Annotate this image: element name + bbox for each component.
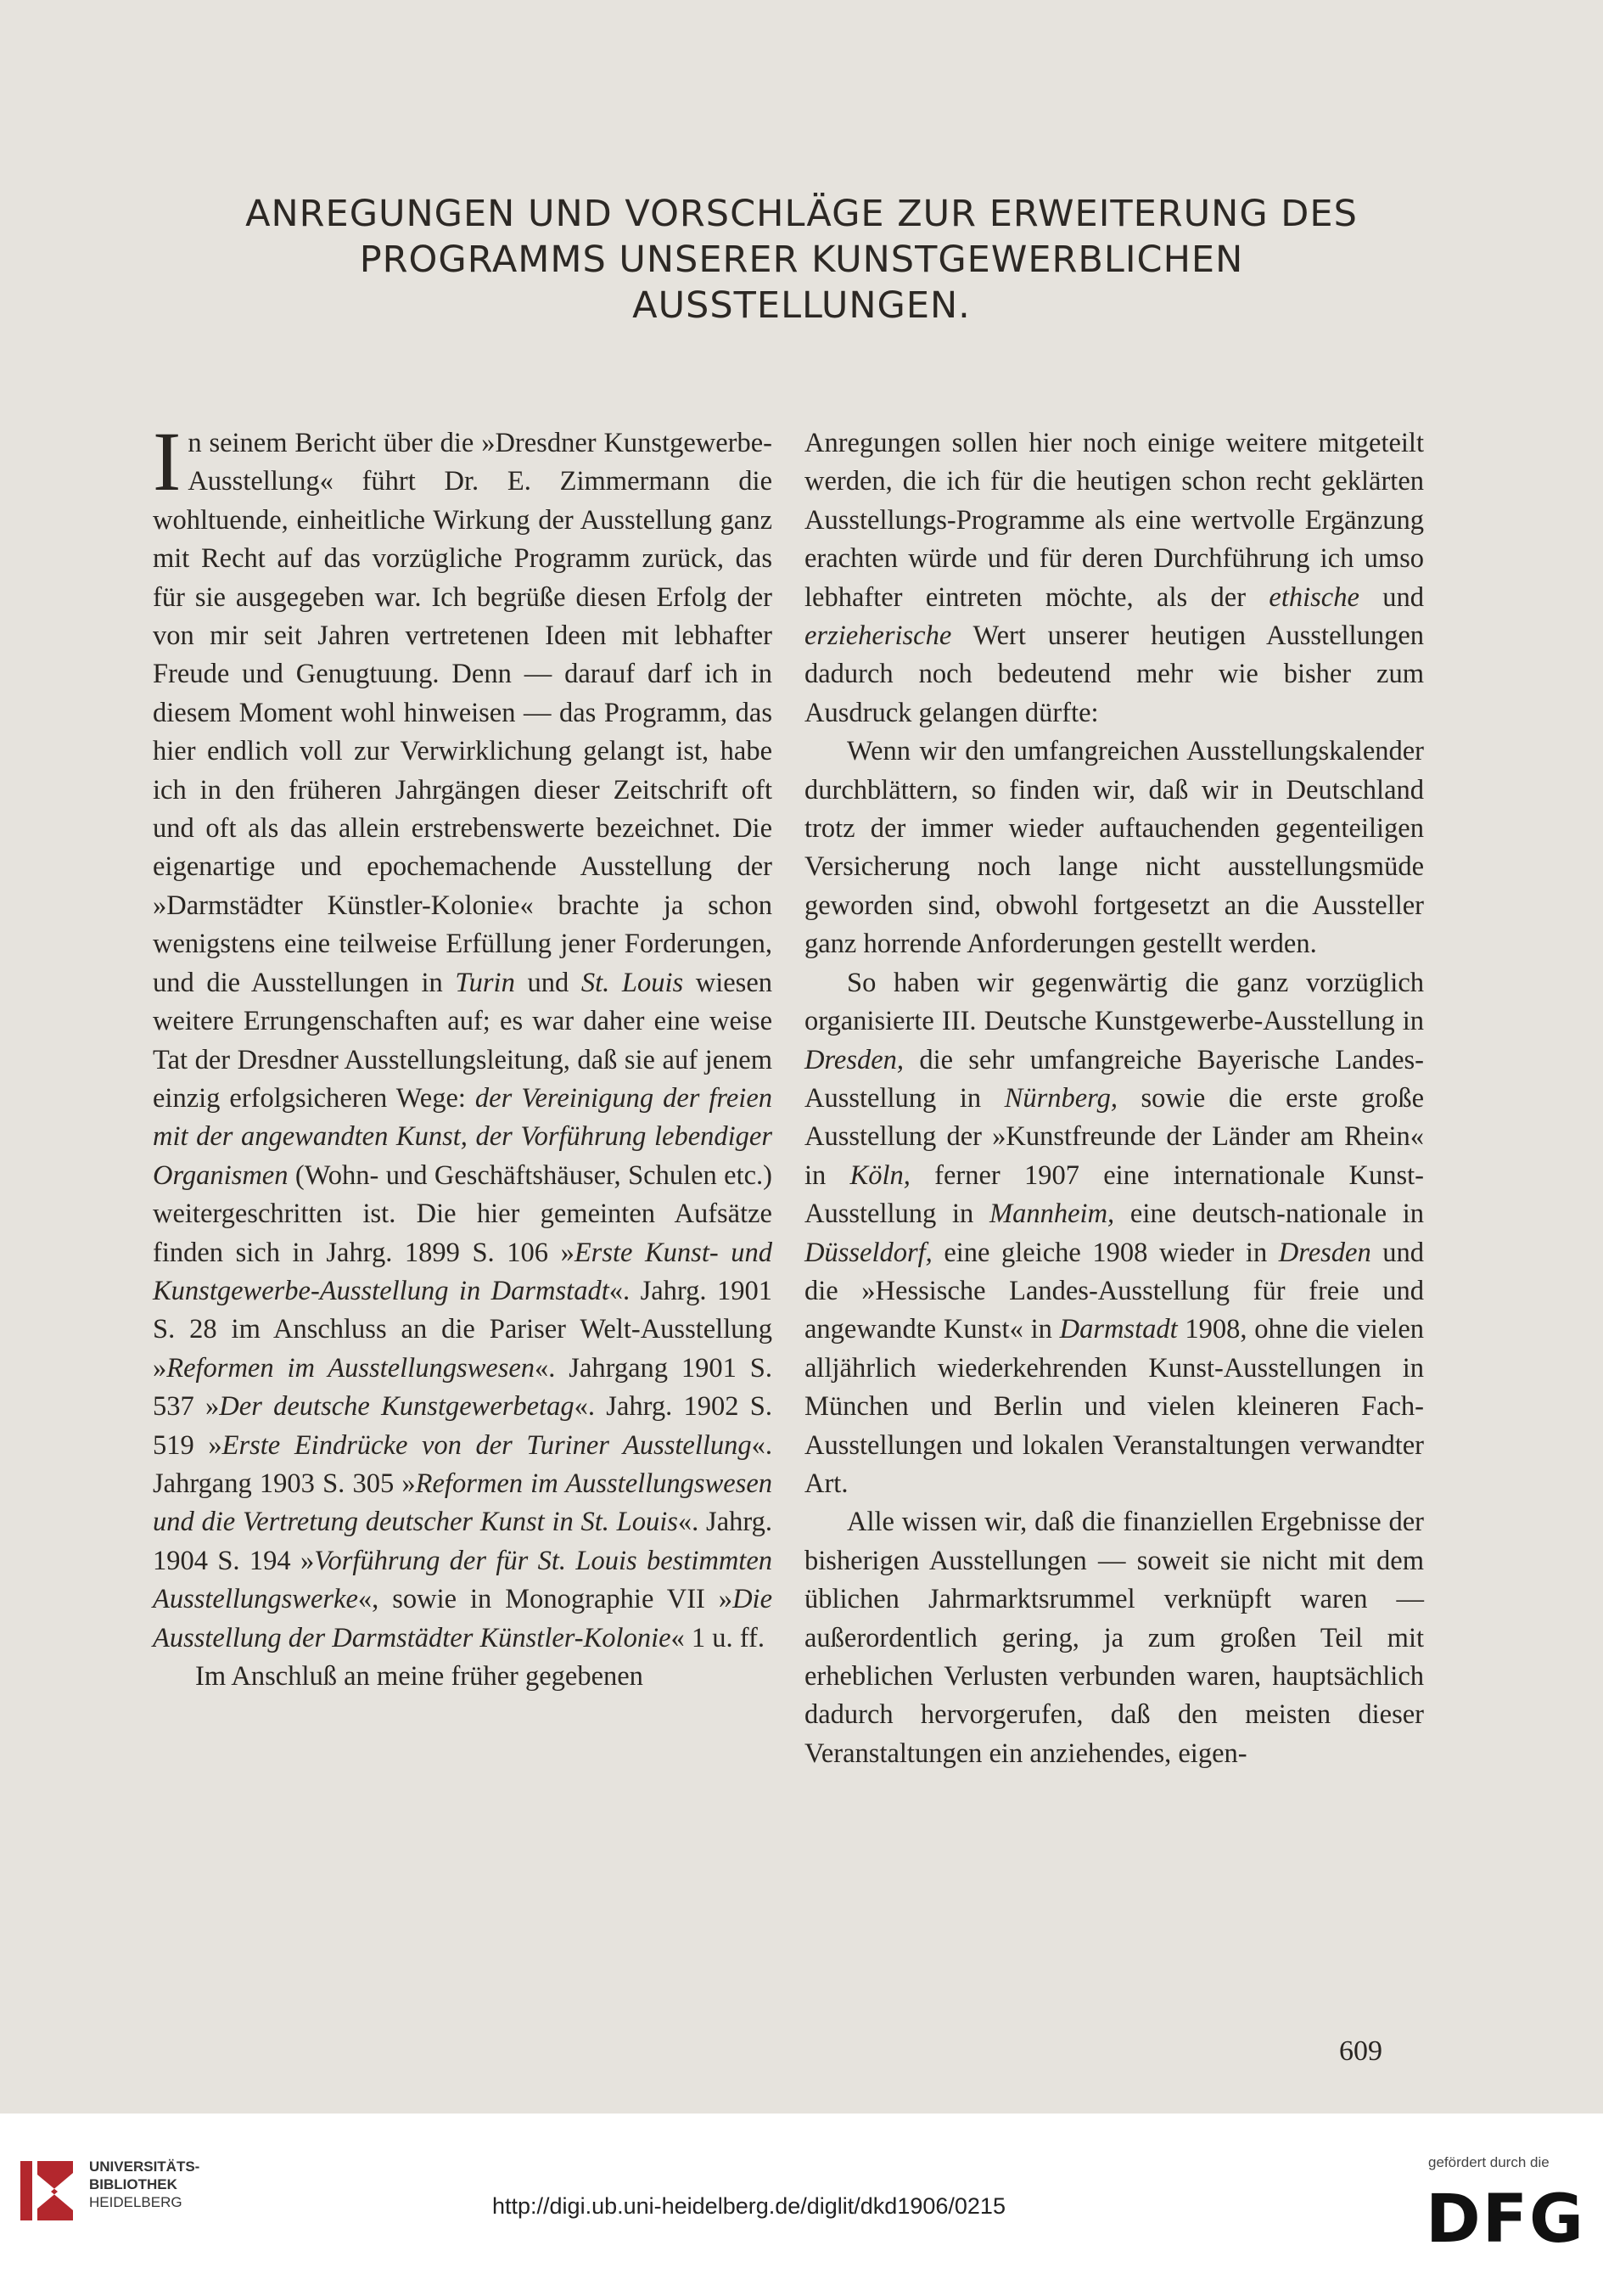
right-column [804,424,1424,1773]
title-line-1: ANREGUNGEN UND VORSCHLÄGE ZUR ERWEITERUNG DES [245,193,1358,235]
left-column [153,414,773,1696]
left-paragraph-2: Im Anschluß an meine früher gegebenen [195,1661,643,1692]
right-paragraph-2: Wenn wir den umfangreichen Ausstellungskalender durchblättern, so finden wir, daß wir in Deutschland trotz der immer wieder auftauchenden gegenteiligen Versicherung noch lange nicht ausstellungsmüde geworden sind, obwohl fortgesetzt an die Aussteller ganz horrende Anforderungen gestellt werden. [804,736,1424,960]
right-paragraph-3: So haben wir gegenwärtig die ganz vorzüglich organisierte III. Deutsche Kunstgewerbe-Ausstellung in Dresden, die sehr umfangreiche Bayerische Landes-Ausstellung in Nürnberg, sowie die erste große Ausstellung der »Kunstfreunde der Länder am Rhein« in Köln, ferner 1907 eine internationale Kunst-Ausstellung in Mannheim, eine deutsch-nationale in Düsseldorf, eine gleiche 1908 wieder in Dresden und die »Hessische Landes-Ausstellung für freie und angewandte Kunst« in Darmstadt 1908, ohne die vielen alljährlich wiederkehrenden Kunst-Ausstellungen in München und Berlin und vielen kleineren Fach-Ausstellungen und lokalen Veranstaltungen verwandter Art. [804,967,1425,1499]
right-paragraph-4: Alle wissen wir, daß die finanziellen Ergebnisse der bisherigen Ausstellungen — soweit sie nicht mit dem üblichen Jahrmarktsrummel verknüpft waren — außerordentlich gering, ja zum großen Teil mit erheblichen Verlusten verbunden waren, hauptsächlich dadurch hervorgerufen, daß den meisten dieser Veranstaltungen ein anziehendes, eigen- [804,1507,1424,1769]
page-number: 609 [1339,2035,1382,2067]
footer-bar [0,2114,1603,2296]
right-paragraph-1: Anregungen sollen hier noch einige weitere mitgeteilt werden, die ich für die heutigen schon recht geklärten Ausstellungs-Programme als eine wertvolle Ergänzung erachten würde und für deren Durchführung ich umso lebhafter eintreten möchte, als der ethische und erzieherische Wert unserer heutigen Ausstellungen dadurch noch bedeutend mehr wie bisher zum Ausdruck gelangen dürfte: [804,428,1424,728]
drop-cap: I [153,414,182,508]
source-url-link[interactable]: http://digi.ub.uni-heidelberg.de/diglit/dkd1906/0215 [492,2193,1006,2219]
university-library-logo-icon [17,2158,76,2224]
left-paragraph-1: In seinem Bericht über die »Dresdner Kunstgewerbe-Ausstellung« führt Dr. E. Zimmermann die wohltuende, einheitliche Wirkung der Ausstellung ganz mit Recht auf das vorzügliche Programm zurück, das für sie ausgegeben war. Ich begrüße diesen Erfolg der von mir seit Jahren vertretenen Ideen mit lebhafter Freude und Genugtuung. Denn — darauf darf ich in diesem Moment wohl hinweisen — das Programm, das hier endlich voll zur Verwirklichung gelangt ist, habe ich in den früheren Jahrgängen dieser Zeitschrift oft und oft als das allein erstrebenswerte bezeichnet. Die eigenartige und epochemachende Ausstellung der »Darmstädter Künstler-Kolonie« brachte ja schon wenigstens eine teilweise Erfüllung jener Forderungen, und die Ausstellungen in Turin und St. Louis wiesen weitere Errungenschaften auf; es war daher eine weise Tat der Dresdner Ausstellungsleitung, daß sie auf jenem einzig erfolgsicheren Wege: der Vereinigung der freien mit der angewandten Kunst, der Vorführung lebendiger Organismen (Wohn- und Geschäftshäuser, Schulen etc.) weitergeschritten ist. Die hier gemeinten Aufsätze finden sich in Jahrg. 1899 S. 106 »Erste Kunst- und Kunstgewerbe-Ausstellung in Darmstadt«. Jahrg. 1901 S. 28 im Anschluss an die Pariser Welt-Ausstellung »Reformen im Ausstellungswesen«. Jahrgang 1901 S. 537 »Der deutsche Kunstgewerbetag«. Jahrg. 1902 S. 519 »Erste Eindrücke von der Turiner Ausstellung«. Jahrgang 1903 S. 305 »Reformen im Ausstellungswesen und die Vertretung deutscher Kunst in St. Louis«. Jahrg. 1904 S. 194 »Vorführung der für St. Louis bestimmten Ausstellungswerke«, sowie in Monographie VII »Die Ausstellung der Darmstädter Künstler-Kolonie« 1 u. ff. [153,414,773,1653]
title-line-3: AUSSTELLUNGEN. [632,284,971,327]
dfg-logo[interactable]: DFG [1426,2181,1586,2258]
article-title [0,191,1603,328]
title-line-2: PROGRAMMS UNSERER KUNSTGEWERBLICHEN [359,239,1244,281]
funding-label: gefördert durch die [1428,2154,1550,2170]
university-library-name[interactable]: UNIVERSITÄTS- BIBLIOTHEK HEIDELBERG [89,2158,200,2210]
